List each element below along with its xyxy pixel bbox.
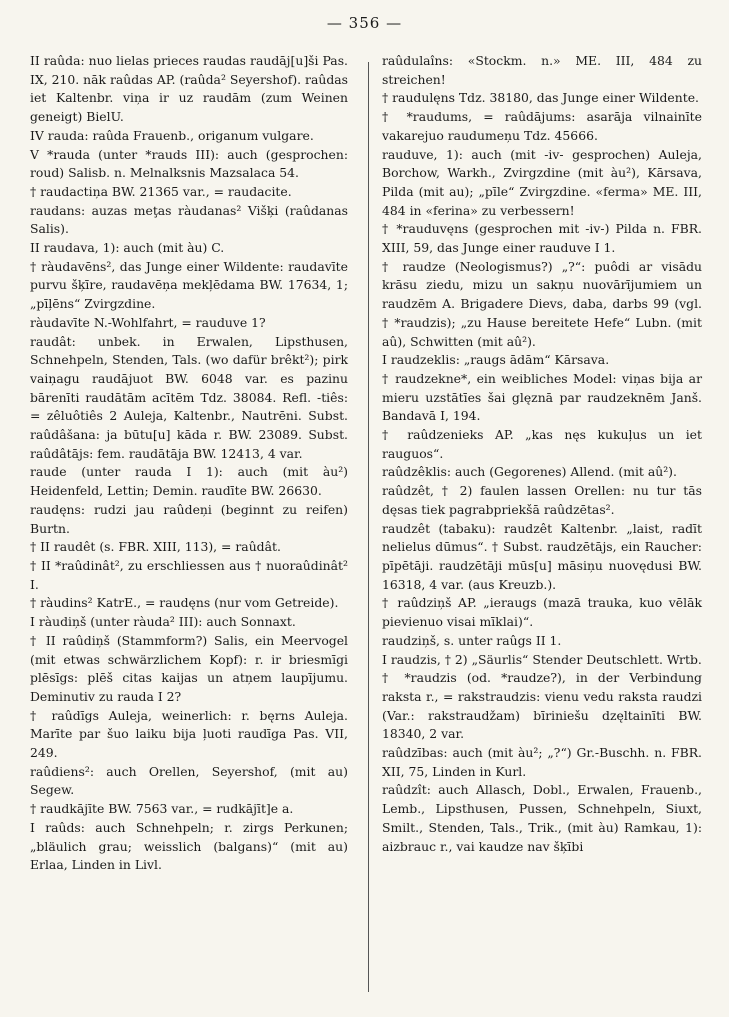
dictionary-entry: † II raûdiņš (Stammform?) Salis, ein Meervogel (mit etwas schwärzlichem Kopf): r. ir briesmīgi plēsīgs: plēš citas kaijas un atņem laupījumu. Deminutiv zu rauda I 2? <box>30 632 348 704</box>
dictionary-entry: † ràudavēns², das Junge einer Wildente: raudavīte purvu šķīre, raudavēņa mekļēdama BW. 17634, 1; „pīļēns“ Zvirgzdine. <box>30 258 348 312</box>
dictionary-entry: I raudzis, † 2) „Säurlis“ Stender Deutschlett. Wrtb. <box>382 651 702 667</box>
dictionary-entry: raudęns: rudzi jau raûdeņi (beginnt zu reifen) Burtn. <box>30 501 348 536</box>
dictionary-entry: † raûdziņš AP. „ieraugs (mazā trauka, kuo vēlāk pievienuo visai mīklai)“. <box>382 595 702 630</box>
dictionary-entry: II raudava, 1): auch (mit àu) C. <box>30 240 225 256</box>
dictionary-entry: V *rauda (unter *rauds III): auch (gesprochen: roud) Salisb. n. Melnalksnis Mazsalaca 54. <box>30 146 348 181</box>
dictionary-entry: † *rauduvęns (gesprochen mit -iv-) Pilda n. FBR. XIII, 59, das Junge einer rauduve I 1. <box>382 221 702 256</box>
dictionary-entry: † raûdzenieks AP. „kas nęs kukuļus un iet rauguos“. <box>382 427 702 461</box>
dictionary-entry: rauduve, 1): auch (mit -iv- gesprochen) Auleja, Borchow, Warkh., Zvirgzdine (mit àu²), Kārsava, Pilda (mit au); „pīle“ Zvirgzdine. «ferma» ME. III, 484 in «ferina» zu verbessern! <box>382 146 702 218</box>
left-column <box>30 52 348 875</box>
dictionary-entry: † *raudzis (od. *raudze?), in der Verbindung raksta r., = rakstraudzis: vienu vedu raksta raudzi (Var.: rakstraudžam) bīriniešu dzęltainīti BW. 18340, 2 var. <box>382 670 702 742</box>
column-divider <box>368 62 369 992</box>
dictionary-entry: † *raudums, = raûdājums: asarāja vilnainīte vakarejuo raudumeņu Tdz. 45666. <box>382 109 702 143</box>
page-number: — 356 — <box>326 14 403 32</box>
dictionary-entry: II raûda: nuo lielas prieces raudas raudāj[u]ši Pas. IX, 210. nāk raûdas AP. (raûda² Seyershof). raûdas iet Kaltenbr. viņa ir uz raudām (zum Weinen geneigt) BielU. <box>30 53 348 125</box>
dictionary-entry: I raûds: auch Schnehpeln; r. zirgs Perkunen; „bläulich grau; weisslich (balgans)“ (mit au) Erlaa, Linden in Livl. <box>30 819 348 873</box>
dictionary-entry: raûdzît: auch Allasch, Dobl., Erwalen, Frauenb., Lemb., Lipsthusen, Pussen, Schnehpeln, Siuxt, Smilt., Stenden, Tals., Trik., (mit àu) Ramkau, 1): aizbrauc r., vai kaudze nav šķībi <box>382 782 702 854</box>
dictionary-entry: raûdulaîns: «Stockm. n.» ME. III, 484 zu streichen! <box>382 53 702 87</box>
dictionary-entry: † raudzekne*, ein weibliches Model: viņas bija ar mieru uzstātīes šai glęznā par raudzeknēm Janš. Bandavā I, 194. <box>382 370 702 424</box>
dictionary-entry: raudât: unbek. in Erwalen, Lipsthusen, Schnehpeln, Stenden, Tals. (wo dafür brêkt²); pirk vaiņagu raudājuot BW. 6048 var. es pazinu bārenīti raudātām acītēm Tdz. 38084. Refl. -tiês: = zêluôtiês 2 Auleja, Kaltenbr., Nautrēni. Subst. raûdâšana: ja būtu[u] kāda r. BW. 23089. Subst. raûdâtājs: fem. raudātāja BW. 12413, 4 var. <box>30 333 348 461</box>
dictionary-entry: IV rauda: raûda Frauenb., origanum vulgare. <box>30 127 314 143</box>
dictionary-entry: ràudavīte N.-Wohlfahrt, = rauduve 1? <box>30 314 266 330</box>
dictionary-entry: † raudactiņa BW. 21365 var., = raudacite. <box>30 183 292 199</box>
dictionary-entry: † raudkājīte BW. 7563 var., = rudkājīt]e a. <box>30 801 294 817</box>
dictionary-entry: raûdzības: auch (mit àu²; „?“) Gr.-Buschh. n. FBR. XII, 75, Linden in Kurl. <box>382 745 702 779</box>
dictionary-entry: raudziņš, s. unter raûgs II 1. <box>382 632 562 648</box>
dictionary-entry: † raudulęns Tdz. 38180, das Junge einer Wildente. <box>382 90 699 106</box>
right-column <box>382 52 702 856</box>
dictionary-entry: † II raudêt (s. FBR. XIII, 113), = raûdât. <box>30 539 281 555</box>
dictionary-entry: raudans: auzas meţas ràudanas² Višķi (raûdanas Salis). <box>30 202 348 237</box>
dictionary-entry: raudzêt (tabaku): raudzêt Kaltenbr. „laist, radīt nelielus dūmus“. † Subst. raudzētājs, ein Raucher: pīpētāji. raudzētāji mūs[u] māsiņu nuovędusi BW. 16318, 4 var. (aus Kreuzb.). <box>382 520 702 592</box>
dictionary-entry: † II *raûdinât², zu erschliessen aus † nuoraûdinât² I. <box>30 557 348 592</box>
dictionary-entry: I ràudiņš (unter ràuda² III): auch Sonnaxt. <box>30 614 296 630</box>
dictionary-entry: † raudze (Neologismus?) „?“: puôdi ar visādu krāsu ziedu, mizu un sakņu nuovārījumiem un raudzēm A. Brigadere Dievs, daba, darbs 99 (vgl. † *raudzis); „zu Hause bereitete Hefe“ Lubn. (mit aû), Schwitten (mit aû²). <box>382 258 702 349</box>
dictionary-entry: † raûdīgs Auleja, weinerlich: r. bęrns Auleja. Marīte par šuo laiku bija ļuoti raudīga Pas. VII, 249. <box>30 707 348 761</box>
dictionary-entry: raûdzêklis: auch (Gegorenes) Allend. (mit aû²). <box>382 464 677 480</box>
dictionary-entry: raûdiens²: auch Orellen, Seyershof, (mit au) Segew. <box>30 763 348 798</box>
dictionary-entry: raûdzêt, † 2) faulen lassen Orellen: nu tur tās dęsas tiek pagrabpriekšā raûdzētas². <box>382 483 702 517</box>
dictionary-entry: I raudzeklis: „raugs ādām“ Kārsava. <box>382 352 610 368</box>
dictionary-entry: † ràudins² KatrE., = raudęns (nur vom Getreide). <box>30 595 339 611</box>
dictionary-entry: raude (unter rauda I 1): auch (mit àu²) Heidenfeld, Lettin; Demin. raudīte BW. 26630. <box>30 464 348 499</box>
